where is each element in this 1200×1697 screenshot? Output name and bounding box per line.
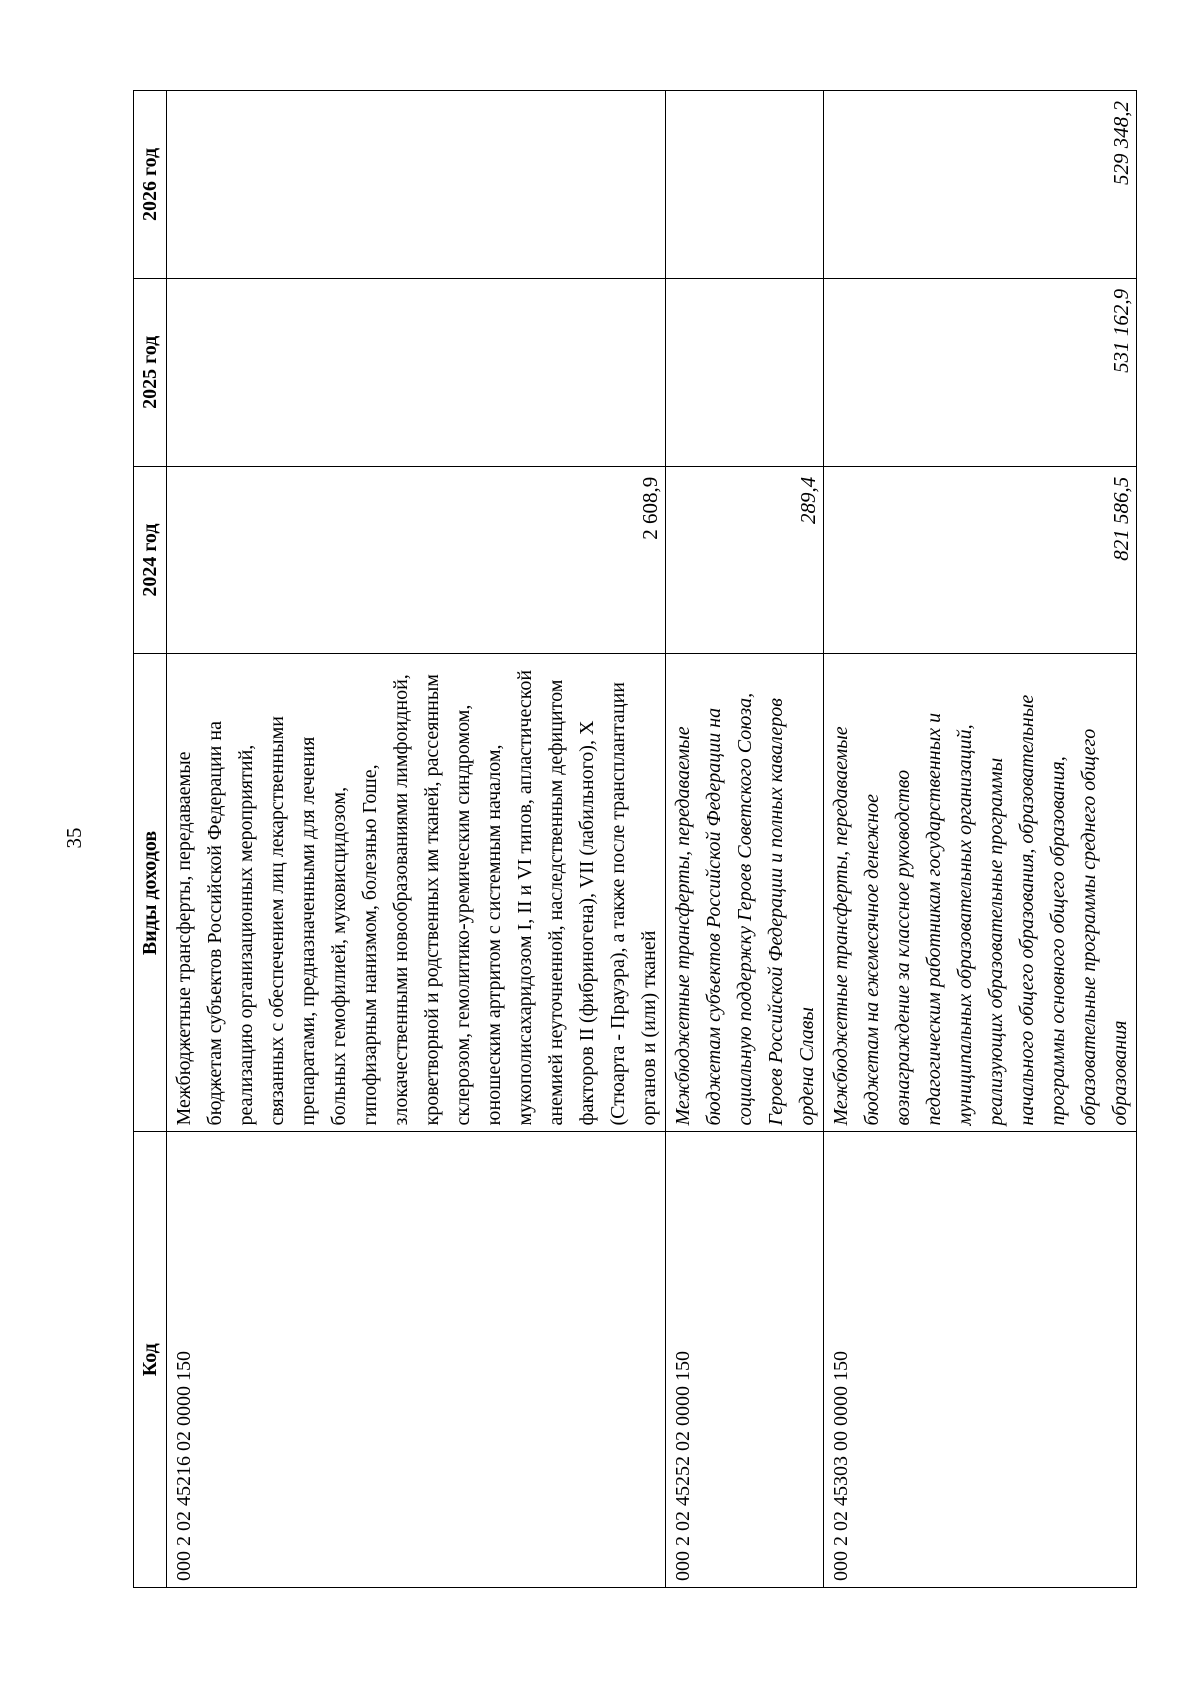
header-2024: 2024 год — [134, 466, 167, 654]
header-code: Код — [134, 1132, 167, 1588]
header-2026: 2026 год — [134, 91, 167, 279]
cell-code: 000 2 02 45252 02 0000 150 — [666, 1132, 824, 1588]
cell-2026 — [666, 91, 824, 279]
cell-2025 — [167, 278, 666, 466]
header-description: Виды доходов — [134, 654, 167, 1132]
header-2025: 2025 год — [134, 278, 167, 466]
page-number: 35 — [62, 827, 86, 849]
table-row — [167, 91, 666, 1588]
cell-code: 000 2 02 45216 02 0000 150 — [167, 1132, 666, 1588]
cell-code: 000 2 02 45303 00 0000 150 — [824, 1132, 1137, 1588]
cell-description: Межбюджетные трансферты, передаваемые бюджетам на ежемесячное денежное вознаграждение за классное руководство педагогическим работникам государственных и муниципальных образовательных организаций, реализующих образовательные программы начального общего образования, образовательные программы основного общего образования, образовательные программы среднего общего образования — [824, 654, 1137, 1132]
rotated-table-wrapper — [133, 90, 1133, 1588]
cell-2026 — [167, 91, 666, 279]
income-table-container — [133, 90, 1133, 1588]
cell-2025 — [666, 278, 824, 466]
cell-description: Межбюджетные трансферты, передаваемые бюджетам субъектов Российской Федерации на социальную поддержку Героев Советского Союза, Героев Российской Федерации и полных кавалеров ордена Славы — [666, 654, 824, 1132]
cell-2025: 531 162,9 — [824, 278, 1137, 466]
table-header-row — [134, 91, 167, 1588]
cell-description: Межбюджетные трансферты, передаваемые бюджетам субъектов Российской Федерации на реализацию организационных мероприятий, связанных с обеспечением лиц лекарственными препаратами, предназначенными для лечения больных гемофилией, муковисцидозом, гипофизарным нанизмом, болезнью Гоше, злокачественными новообразованиями лимфоидной, кроветворной и родственных им тканей, рассеянным склерозом, гемолитико-уремическим синдромом, юношеским артритом с системным началом, мукополисахаридозом I, II и VI типов, апластической анемией неуточненной, наследственным дефицитом факторов II (фибриногена), VII (лабильного), X (Стюарта - Прауэра), а также после трансплантации органов и (или) тканей — [167, 654, 666, 1132]
cell-2024: 2 608,9 — [167, 466, 666, 654]
cell-2024: 821 586,5 — [824, 466, 1137, 654]
table-row — [824, 91, 1137, 1588]
cell-2026: 529 348,2 — [824, 91, 1137, 279]
income-table — [133, 90, 1137, 1588]
table-row — [666, 91, 824, 1588]
cell-2024: 289,4 — [666, 466, 824, 654]
